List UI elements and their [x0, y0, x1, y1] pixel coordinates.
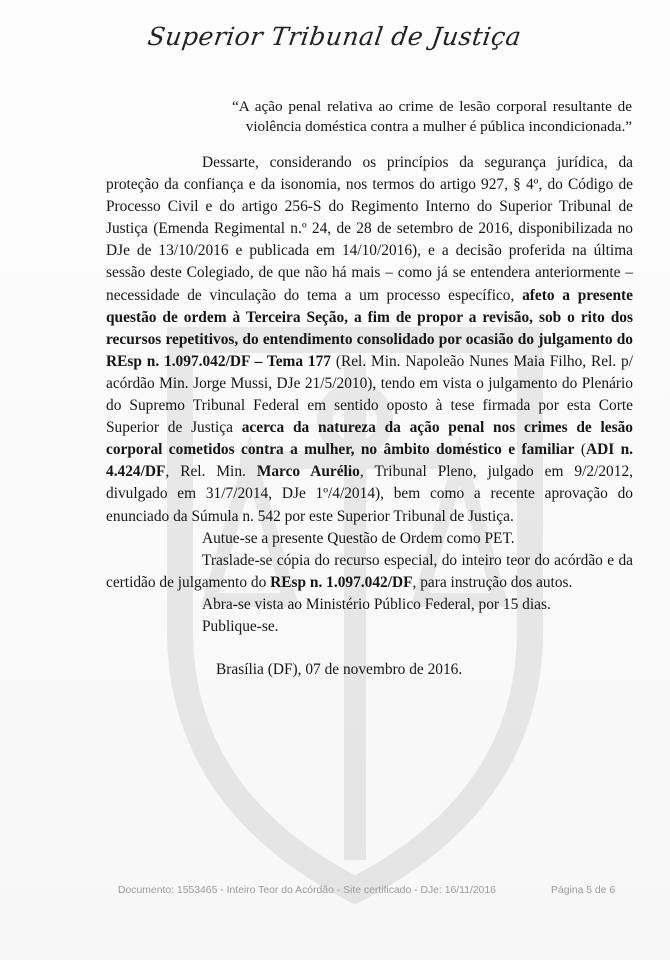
footer-document-info: Documento: 1553465 - Inteiro Teor do Acórdão - Site certificado - DJe: 16/11/2016 [118, 885, 496, 896]
document-body [106, 152, 633, 638]
page-header [0, 22, 670, 51]
main-paragraph-bold-2: acerca da natureza da ação penal nos crimes de lesão corporal cometidos contra a mulher, no âmbito doméstico e familiar [106, 419, 633, 459]
main-paragraph-text-4: , Rel. Min. [165, 463, 257, 481]
main-paragraph-text-5: , Tribunal Pleno, julgado em 9/2/2012, divulgado em 31/7/2014, DJe 1º/4/2014), bem como a recente aprovação do enunciado da Súmula n. 542 por este Superior Tribunal de Justiça. [106, 463, 633, 525]
traslade-text-2: , para instrução dos autos. [412, 573, 573, 591]
main-paragraph-text-3: ( [574, 441, 586, 459]
traslade-bold: REsp n. 1.097.042/DF [270, 573, 413, 591]
paragraph-autue: Autue-se a presente Questão de Ordem como PET. [202, 529, 515, 547]
paragraph-vista: Abra-se vista ao Ministério Público Federal, por 15 dias. [202, 595, 551, 613]
main-paragraph [106, 152, 633, 528]
footer-page-number: Página 5 de 6 [551, 885, 616, 896]
main-paragraph-text-1: Dessarte, considerando os princípios da segurança jurídica, da proteção da confiança e da isonomia, nos termos do artigo 927, § 4º, do Código de Processo Civil e do artigo 256-S do Regimento Interno do Superior Tribunal de Justiça (Emenda Regimental n.º 24, de 28 de setembro de 2016, disponibilizada no DJe de 13/10/2016 e publicada em 14/10/2016), e a decisão proferida na última sessão deste Colegiado, de que não há mais – como já se entendera anteriormente – necessidade de vinculação do tema a um processo específico, [106, 154, 633, 304]
jurisprudence-quote: “A ação penal relativa ao crime de lesão corporal resultante de violência doméstica contra a mulher é pública incondicionada.” [232, 98, 632, 135]
city-date: Brasília (DF), 07 de novembro de 2016. [216, 661, 463, 678]
main-paragraph-bold-4: Marco Aurélio [256, 463, 360, 481]
court-name-heading: Superior Tribunal de Justiça [146, 22, 524, 51]
main-paragraph-bold-1: afeto a presente questão de ordem à Terceira Seção, a fim de propor a revisão, sob o rito dos recursos repetitivos, do entendimento consolidado por ocasião do julgamento do REsp n. 1.097.042/DF – Tema 177 [106, 286, 633, 370]
paragraph-publique: Publique-se. [202, 617, 279, 635]
traslade-text-1: Traslade-se cópia do recurso especial, do inteiro teor do acórdão e da certidão de julgamento do [106, 551, 633, 591]
paragraph-traslade [106, 550, 633, 594]
main-paragraph-text-2: (Rel. Min. Napoleão Nunes Maia Filho, Rel. p/ acórdão Min. Jorge Mussi, DJe 21/5/2010), tendo em vista o julgamento do Plenário do Supremo Tribunal Federal em sentido oposto à tese firmada por esta Corte Superior de Justiça [106, 352, 633, 437]
main-paragraph-bold-3: ADI n. 4.424/DF [106, 441, 633, 481]
